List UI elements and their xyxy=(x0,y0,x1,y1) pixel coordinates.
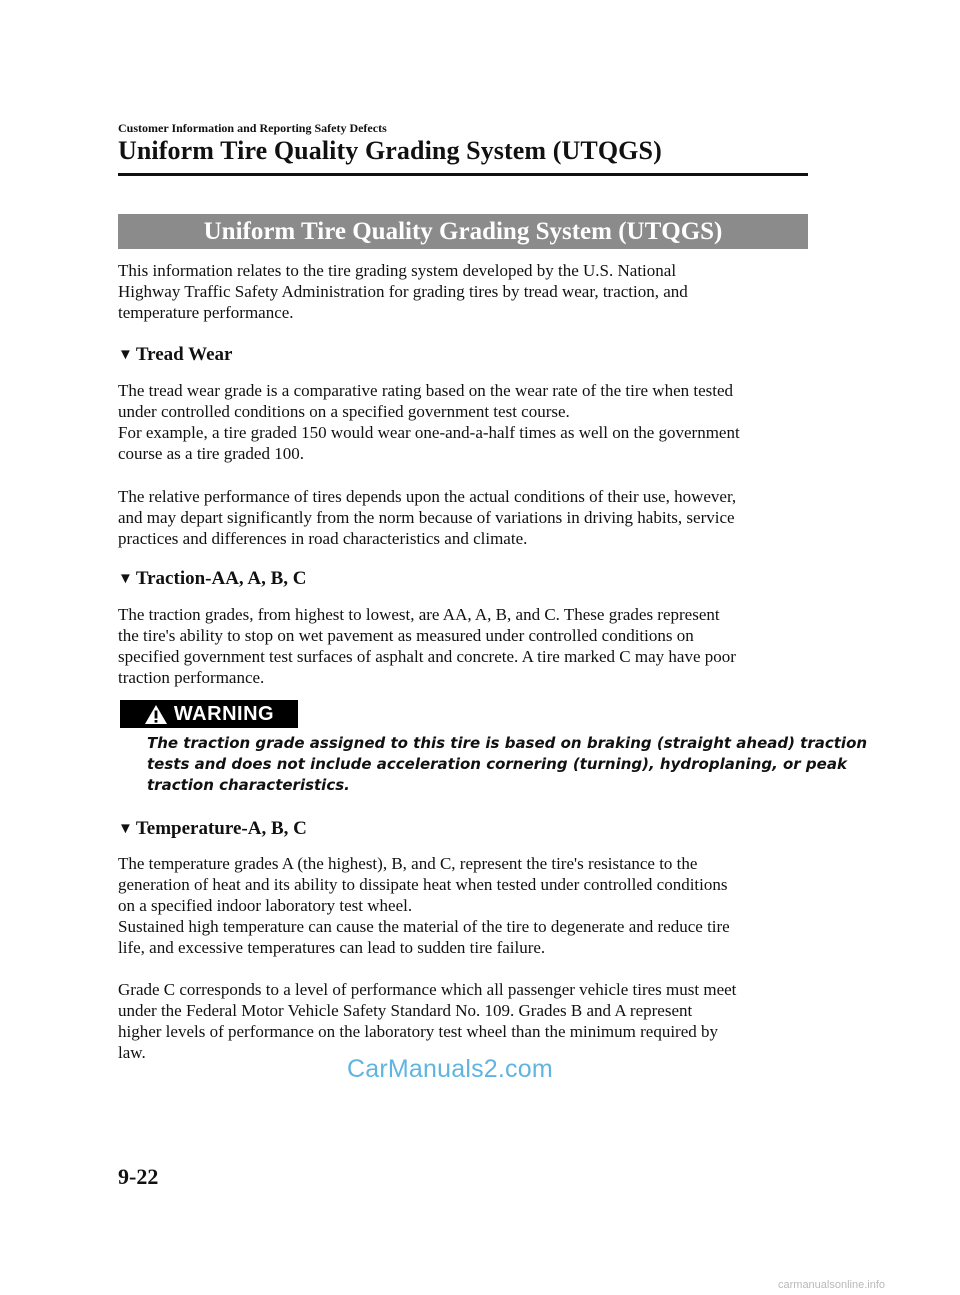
paragraph-line: on a specified indoor laboratory test wheel. xyxy=(118,896,413,915)
traction-paragraph xyxy=(118,604,808,688)
warning-line: tests and does not include acceleration cornering (turning), hydroplaning, or peak xyxy=(147,755,847,773)
paragraph-line: higher levels of performance on the laboratory test wheel than the minimum required by xyxy=(118,1022,718,1041)
footer-site: carmanualsonline.info xyxy=(778,1279,886,1291)
tread-wear-paragraph-1 xyxy=(118,380,808,464)
down-triangle-icon: ▼ xyxy=(118,570,133,587)
temperature-heading-text: Temperature-A, B, C xyxy=(135,818,307,839)
paragraph-line: For example, a tire graded 150 would wear one-and-a-half times as well on the government xyxy=(118,423,740,442)
paragraph-line: and may depart significantly from the norm because of variations in driving habits, service xyxy=(118,508,735,527)
intro-paragraph xyxy=(118,260,808,323)
tread-wear-heading xyxy=(118,344,232,366)
paragraph-line: traction performance. xyxy=(118,668,265,687)
tread-wear-paragraph-2 xyxy=(118,486,808,549)
header-rule xyxy=(118,173,808,176)
paragraph-line: generation of heat and its ability to dissipate heat when tested under controlled conditions xyxy=(118,875,728,894)
paragraph-line: Sustained high temperature can cause the material of the tire to degenerate and reduce tire xyxy=(118,917,730,936)
page-title: Uniform Tire Quality Grading System (UTQGS) xyxy=(118,136,662,165)
paragraph-line: practices and differences in road characteristics and climate. xyxy=(118,529,528,548)
paragraph-line: the tire's ability to stop on wet pavement as measured under controlled conditions on xyxy=(118,626,694,645)
paragraph-line: The traction grades, from highest to lowest, are AA, A, B, and C. These grades represent xyxy=(118,605,720,624)
down-triangle-icon: ▼ xyxy=(118,820,133,837)
paragraph-line: specified government test surfaces of asphalt and concrete. A tire marked C may have poor xyxy=(118,647,736,666)
tread-wear-heading-text: Tread Wear xyxy=(135,344,233,365)
paragraph-line: Grade C corresponds to a level of performance which all passenger vehicle tires must meet xyxy=(118,980,737,999)
section-banner xyxy=(118,214,808,249)
warning-line: The traction grade assigned to this tire is based on braking (straight ahead) traction xyxy=(147,734,868,752)
paragraph-line: under the Federal Motor Vehicle Safety Standard No. 109. Grades B and A represent xyxy=(118,1001,693,1020)
warning-badge xyxy=(120,700,298,728)
warning-line: traction characteristics. xyxy=(147,776,350,794)
temperature-heading xyxy=(118,818,307,840)
traction-heading xyxy=(118,568,307,590)
watermark: CarManuals2.com xyxy=(347,1055,553,1083)
intro-line: Highway Traffic Safety Administration for grading tires by tread wear, traction, and xyxy=(118,282,688,301)
intro-line: This information relates to the tire grading system developed by the U.S. National xyxy=(118,261,677,280)
warning-triangle-icon xyxy=(144,704,168,725)
paragraph-line: The temperature grades A (the highest), B, and C, represent the tire's resistance to the xyxy=(118,854,698,873)
temperature-paragraph-2 xyxy=(118,979,808,1063)
temperature-paragraph-1 xyxy=(118,853,808,958)
warning-text xyxy=(147,733,868,796)
paragraph-line: law. xyxy=(118,1043,146,1062)
paragraph-line: The tread wear grade is a comparative rating based on the wear rate of the tire when tested xyxy=(118,381,734,400)
paragraph-line: under controlled conditions on a specified government test course. xyxy=(118,402,570,421)
warning-label: WARNING xyxy=(173,702,275,725)
intro-line: temperature performance. xyxy=(118,303,294,322)
down-triangle-icon: ▼ xyxy=(118,346,133,363)
section-label: Customer Information and Reporting Safety Defects xyxy=(118,121,387,135)
paragraph-line: The relative performance of tires depends upon the actual conditions of their use, however, xyxy=(118,487,737,506)
page-number: 9-22 xyxy=(118,1164,159,1189)
paragraph-line: life, and excessive temperatures can lead to sudden tire failure. xyxy=(118,938,546,957)
traction-heading-text: Traction-AA, A, B, C xyxy=(135,568,307,589)
paragraph-line: course as a tire graded 100. xyxy=(118,444,304,463)
banner-title: Uniform Tire Quality Grading System (UTQGS) xyxy=(203,217,723,245)
